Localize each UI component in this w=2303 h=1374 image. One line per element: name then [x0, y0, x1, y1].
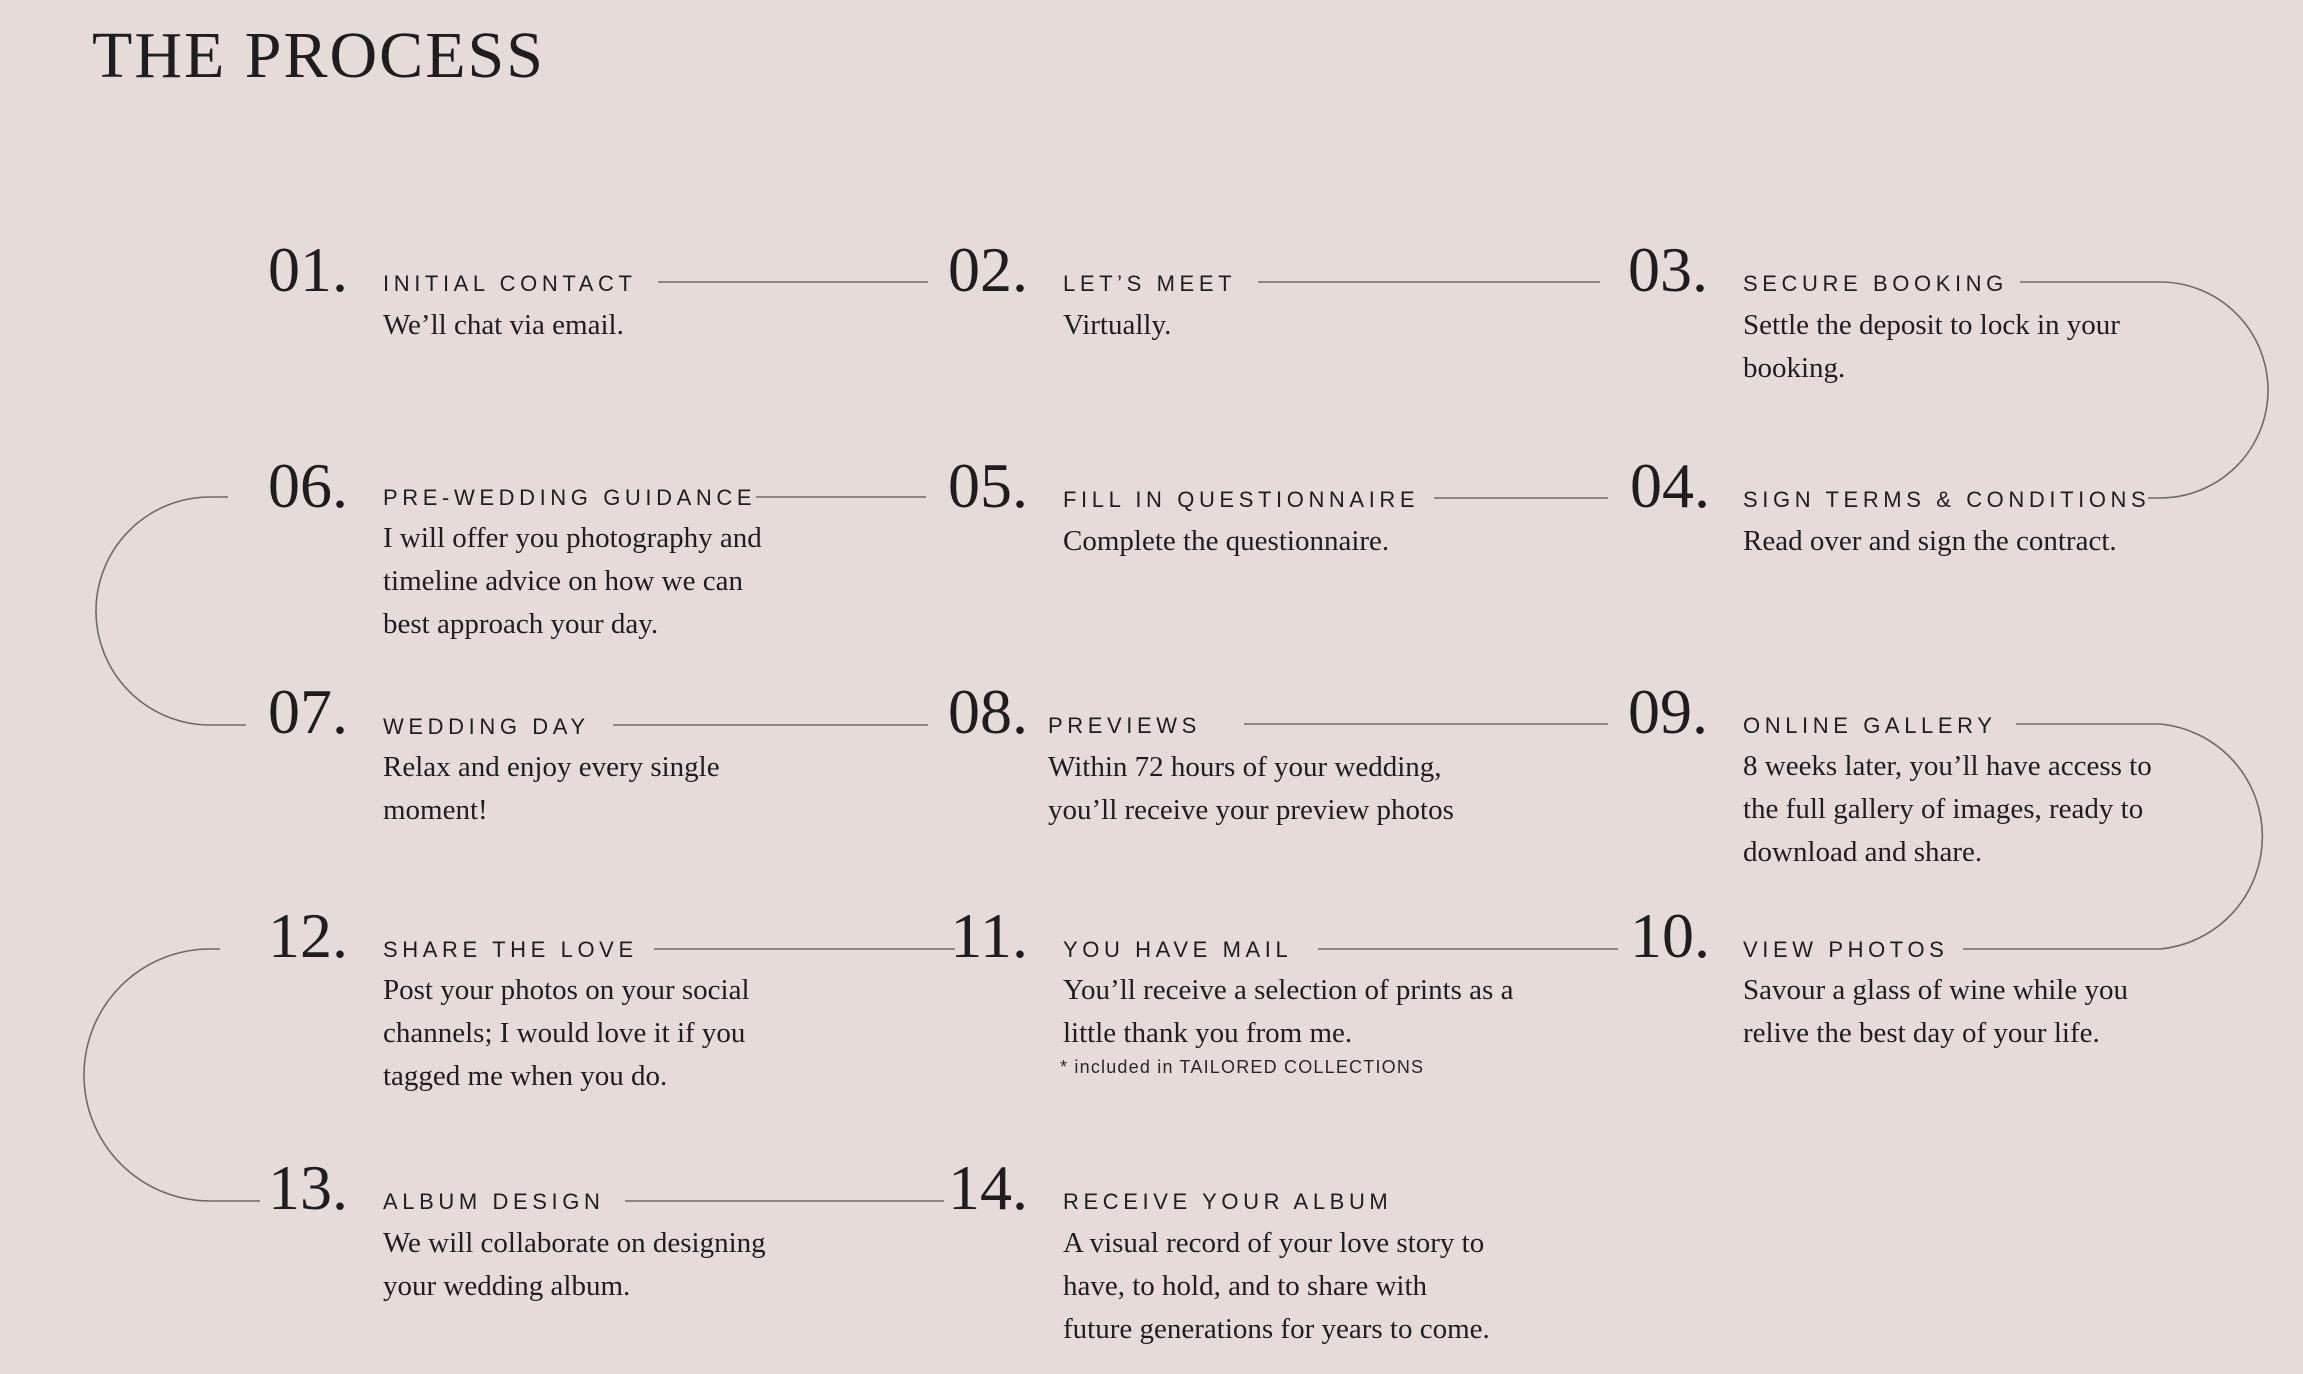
step-heading: FILL IN QUESTIONNAIRE — [1063, 487, 1420, 512]
step-number: 11. — [950, 900, 1028, 971]
step-description: We will collaborate on designing your wedding album. — [383, 1227, 766, 1302]
page-title: THE PROCESS — [92, 19, 545, 92]
step-heading: YOU HAVE MAIL — [1063, 937, 1293, 962]
step-heading: SIGN TERMS & CONDITIONS — [1743, 487, 2151, 512]
step-description: Virtually. — [1063, 309, 1172, 341]
step-number: 01. — [268, 234, 348, 305]
step-heading: SECURE BOOKING — [1743, 271, 2008, 296]
step-description: We’ll chat via email. — [383, 309, 624, 341]
step-description: You’ll receive a selection of prints as a little thank you from me. — [1063, 974, 1514, 1049]
step-description: I will offer you photography and timeline advice on how we can best approach your day. — [383, 522, 762, 640]
step-description: Settle the deposit to lock in your booking. — [1743, 309, 2120, 384]
step-number: 12. — [268, 900, 348, 971]
step-number: 14. — [948, 1152, 1028, 1223]
step-number: 10. — [1630, 900, 1710, 971]
step-heading: ALBUM DESIGN — [383, 1189, 605, 1214]
step-description: Savour a glass of wine while you relive the best day of your life. — [1743, 974, 2128, 1049]
step-number: 09. — [1628, 676, 1708, 747]
step-heading: WEDDING DAY — [383, 714, 590, 739]
step-number: 06. — [268, 450, 348, 521]
step-description: Relax and enjoy every single moment! — [383, 751, 720, 826]
step-heading: SHARE THE LOVE — [383, 937, 638, 962]
step-footnote: * included in TAILORED COLLECTIONS — [1060, 1057, 1425, 1077]
step-description: A visual record of your love story to have, to hold, and to share with future generations for years to come. — [1063, 1227, 1490, 1345]
step-number: 07. — [268, 676, 348, 747]
step-heading: ONLINE GALLERY — [1743, 713, 1997, 738]
step-heading: PRE-WEDDING GUIDANCE — [383, 485, 757, 510]
step-description: Complete the questionnaire. — [1063, 525, 1390, 557]
step-number: 04. — [1630, 450, 1710, 521]
step-heading: PREVIEWS — [1048, 713, 1201, 738]
step-number: 08. — [948, 676, 1028, 747]
step-number: 02. — [948, 234, 1028, 305]
step-number: 03. — [1628, 234, 1708, 305]
step-heading: INITIAL CONTACT — [383, 271, 637, 296]
step-description: Post your photos on your social channels; I would love it if you tagged me when you do. — [383, 974, 750, 1092]
step-heading: RECEIVE YOUR ALBUM — [1063, 1189, 1393, 1214]
step-description: 8 weeks later, you’ll have access to the full gallery of images, ready to download and share. — [1743, 750, 2152, 868]
step-description: Within 72 hours of your wedding, you’ll receive your preview photos — [1048, 751, 1454, 826]
step-heading: VIEW PHOTOS — [1743, 937, 1949, 962]
step-heading: LET’S MEET — [1063, 271, 1237, 296]
step-number: 13. — [268, 1152, 348, 1223]
step-number: 05. — [948, 450, 1028, 521]
step-description: Read over and sign the contract. — [1743, 525, 2117, 557]
